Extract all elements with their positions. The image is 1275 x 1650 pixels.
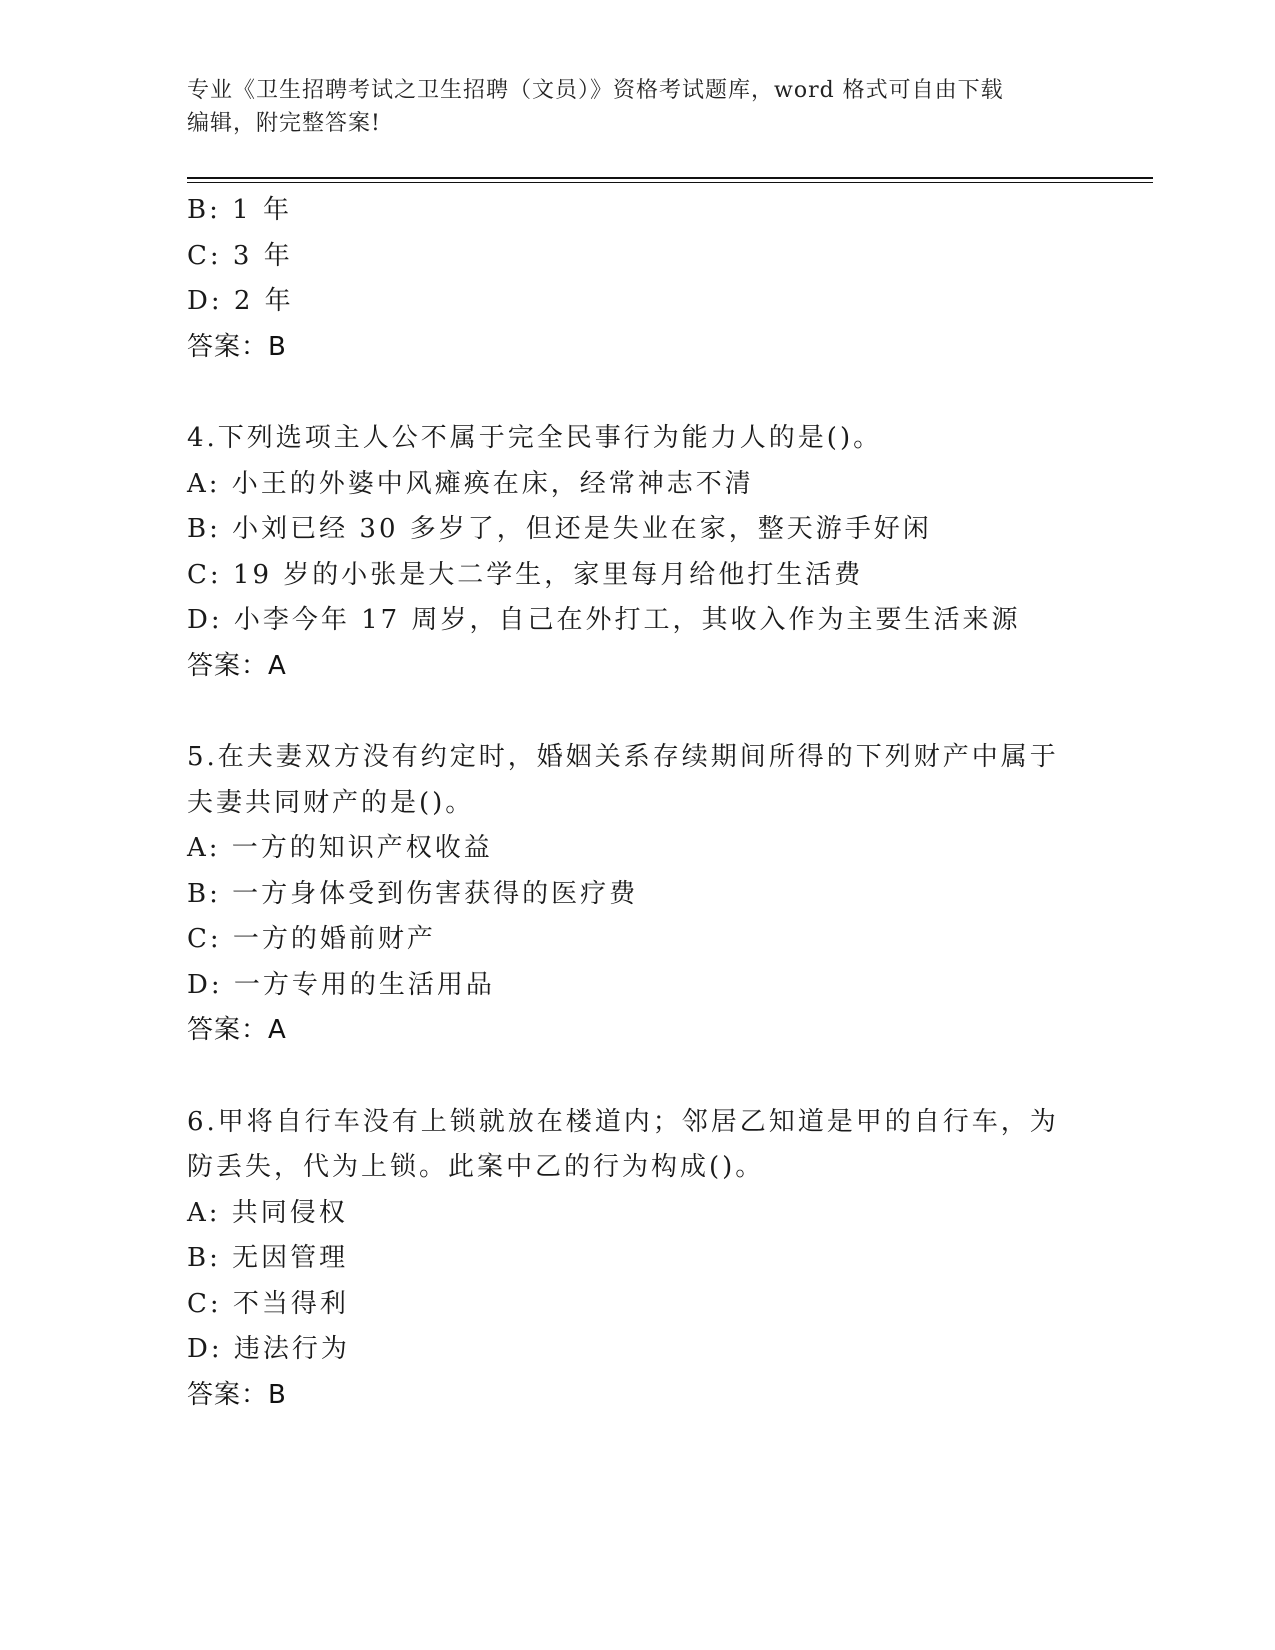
question-6 xyxy=(187,1100,1107,1419)
header-title-line-2: 编辑，附完整答案! xyxy=(187,111,381,136)
option-b: B: 一方身体受到伤害获得的医疗费 xyxy=(187,878,639,909)
answer-label: 答案：A xyxy=(187,650,287,681)
question-stem: 4.下列选项主人公不属于完全民事行为能力人的是()。 xyxy=(187,423,883,453)
option-d: D: 违法行为 xyxy=(187,1334,350,1364)
question-stem-line-1: 6.甲将自行车没有上锁就放在楼道内；邻居乙知道是甲的自行车，为 xyxy=(187,1106,1059,1137)
question-list xyxy=(187,188,1107,1418)
option-d: D: 一方专用的生活用品 xyxy=(187,969,495,1000)
answer-label: 答案：A xyxy=(187,1015,287,1045)
question-stem-line-2: 夫妻共同财产的是()。 xyxy=(187,787,475,818)
option-d: D: 小李今年 17 周岁，自己在外打工，其收入作为主要生活来源 xyxy=(187,605,1021,635)
option-c: C: 19 岁的小张是大二学生，家里每月给他打生活费 xyxy=(187,559,864,590)
option-b: B: 无因管理 xyxy=(187,1243,349,1273)
option-c: C: 不当得利 xyxy=(187,1288,349,1319)
option-a: A: 一方的知识产权收益 xyxy=(187,833,493,863)
answer-label: 答案：B xyxy=(187,1379,287,1410)
question-3-tail xyxy=(187,188,1107,370)
header-title-line-1: 专业《卫生招聘考试之卫生招聘（文员）》资格考试题库，word 格式可自由下载 xyxy=(187,78,1004,103)
option-a: A: 共同侵权 xyxy=(187,1197,348,1228)
option-a: A: 小王的外婆中风瘫痪在床，经常神志不清 xyxy=(187,468,754,499)
header-rule-thin xyxy=(187,182,1153,183)
option-b: B: 小刘已经 30 多岁了，但还是失业在家，整天游手好闲 xyxy=(187,514,932,544)
answer-label: 答案：B xyxy=(187,331,287,362)
question-stem-line-2: 防丢失，代为上锁。此案中乙的行为构成()。 xyxy=(187,1152,765,1182)
option-c: C: 一方的婚前财产 xyxy=(187,924,436,954)
question-5 xyxy=(187,735,1107,1054)
question-4 xyxy=(187,416,1107,689)
option-c: C: 3 年 xyxy=(187,240,293,271)
document-header xyxy=(187,74,1087,140)
option-b: B: 1 年 xyxy=(187,195,292,225)
header-rule-thick xyxy=(187,177,1153,179)
question-stem-line-1: 5.在夫妻双方没有约定时，婚姻关系存续期间所得的下列财产中属于 xyxy=(187,742,1059,772)
option-d: D: 2 年 xyxy=(187,286,294,316)
